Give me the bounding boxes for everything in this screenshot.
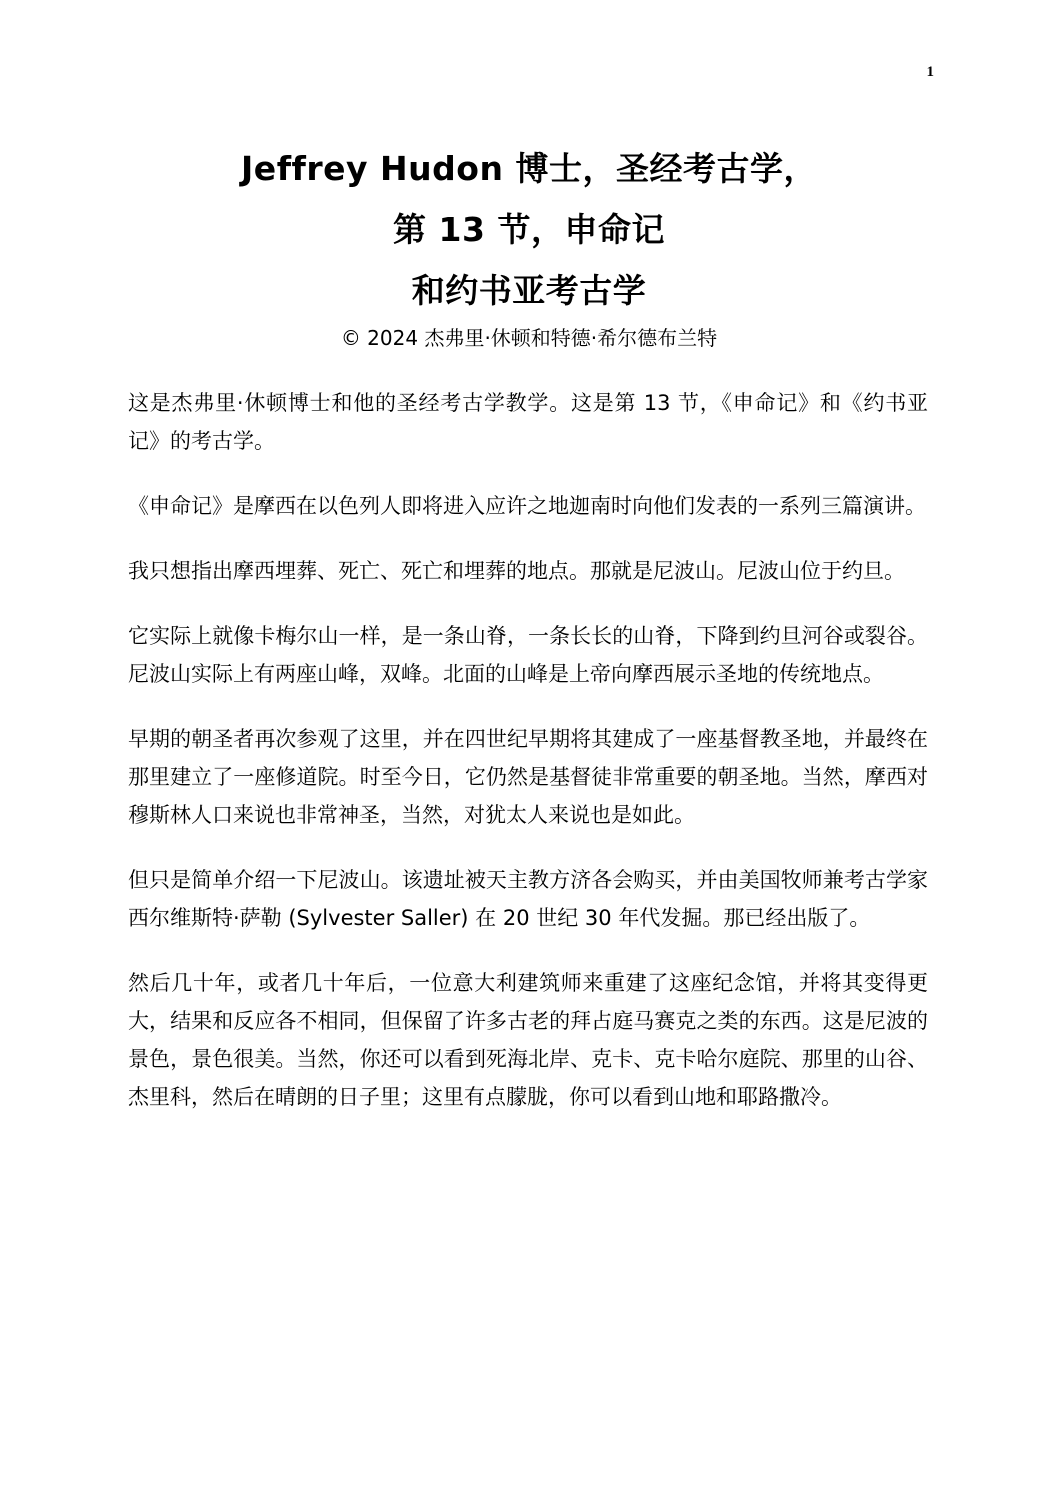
paragraph-5: 早期的朝圣者再次参观了这里，并在四世纪早期将其建成了一座基督教圣地，并最终在那里建立了一座修道院。时至今日，它仍然是基督徒非常重要的朝圣地。当然，摩西对穆斯林人口来说也非常神圣，当然，对犹太人来说也是如此。 [128,727,928,827]
paragraph-4: 它实际上就像卡梅尔山一样，是一条山脊，一条长长的山脊，下降到约旦河谷或裂谷。尼波山实际上有两座山峰，双峰。北面的山峰是上帝向摩西展示圣地的传统地点。 [128,624,928,686]
copyright-line: © 2024 杰弗里·休顿和特德·希尔德布兰特 [340,326,718,350]
title-line-1: Jeffrey Hudon 博士，圣经考古学， [241,149,817,188]
title-line-3: 和约书亚考古学 [411,271,647,310]
body-text [128,384,928,1143]
paragraph-3: 我只想指出摩西埋葬、死亡、死亡和埋葬的地点。那就是尼波山。尼波山位于约旦。 [128,559,905,583]
paragraph-2: 《申命记》是摩西在以色列人即将进入应许之地迦南时向他们发表的一系列三篇演讲。 [128,494,926,518]
page-number: 1 [926,64,934,80]
paragraph-1: 这是杰弗里·休顿博士和他的圣经考古学教学。这是第 13 节，《申命记》和《约书亚记》的考古学。 [128,391,928,453]
title-block [0,138,1058,353]
paragraph-6: 但只是简单介绍一下尼波山。该遗址被天主教方济各会购买，并由美国牧师兼考古学家西尔维斯特·萨勒 (Sylvester Saller) 在 20 世纪 30 年代发掘。那已经出版了。 [128,868,928,930]
paragraph-7: 然后几十年，或者几十年后，一位意大利建筑师来重建了这座纪念馆，并将其变得更大，结果和反应各不相同，但保留了许多古老的拜占庭马赛克之类的东西。这是尼波的景色，景色很美。当然，你还可以看到死海北岸、克卡、克卡哈尔庭院、那里的山谷、杰里科，然后在晴朗的日子里；这里有点朦胧，你可以看到山地和耶路撒冷。 [128,971,928,1109]
title-line-2: 第 13 节，申命记 [393,210,665,249]
